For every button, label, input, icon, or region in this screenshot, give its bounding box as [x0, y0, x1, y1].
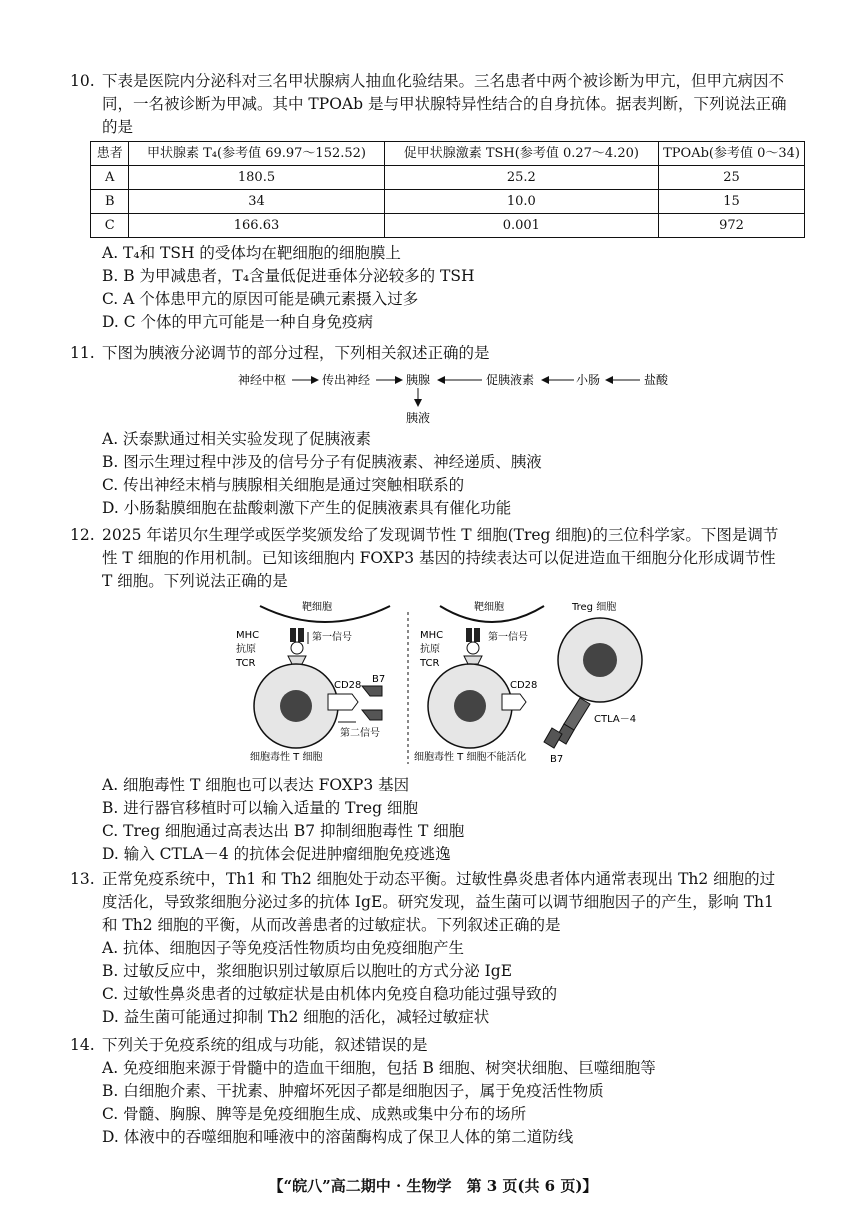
- label-cd28: CD28: [334, 680, 362, 691]
- option-b: B. B 为甲减患者，T₄含量低促进垂体分泌较多的 TSH: [102, 267, 475, 285]
- question-14: [70, 1034, 790, 1149]
- option-d: D. 体液中的吞噬细胞和唾液中的溶菌酶构成了保卫人体的第二道防线: [102, 1128, 574, 1146]
- label-antigen: 抗原: [420, 644, 440, 655]
- option-a: A. 抗体、细胞因子等免疫活性物质均由免疫细胞产生: [102, 939, 465, 957]
- mhc-molecule: [474, 628, 480, 642]
- stem-text: 下图为胰液分泌调节的部分过程，下列相关叙述正确的是: [102, 344, 490, 362]
- table-header: 甲状腺素 T₄(参考值 69.97～152.52): [129, 142, 384, 166]
- question-14-stem: [70, 1034, 790, 1057]
- label-signal-2: 第二信号: [340, 728, 380, 739]
- mhc-molecule: [290, 628, 296, 642]
- stem-text: 下表是医院内分泌科对三名甲状腺病人抽血化验结果。三名患者中两个被诊断为甲亢，但甲亢病因不同，一名被诊断为甲减。其中 TPOAb 是与甲状腺特异性结合的自身抗体。据表判断，下列说法正确的是: [102, 72, 787, 136]
- b7-molecule: [362, 686, 382, 696]
- mhc-molecule: [466, 628, 472, 642]
- antigen: [291, 642, 303, 654]
- table-cell: 25.2: [384, 166, 659, 190]
- table-row: [91, 166, 805, 190]
- right-panel: [414, 600, 642, 765]
- table-header: TPOAb(参考值 0～34): [659, 142, 805, 166]
- option-d: D. C 个体的甲亢可能是一种自身免疫病: [102, 313, 374, 331]
- page-footer: 【“皖八”高二期中 · 生物学 第 3 页(共 6 页)】: [268, 1177, 598, 1195]
- label-b7: B7: [550, 754, 564, 765]
- option-b: B. 白细胞介素、干扰素、肿瘤坏死因子都是细胞因子，属于免疫活性物质: [102, 1082, 604, 1100]
- node-secretin: 促胰液素: [486, 373, 535, 387]
- question-11: [70, 342, 790, 365]
- option-b: B. 进行器官移植时可以输入适量的 Treg 细胞: [102, 799, 418, 817]
- table-header-row: [91, 142, 805, 166]
- stem-text: 2025 年诺贝尔生理学或医学奖颁发给了发现调节性 T 细胞(Treg 细胞)的三位科学家。下图是调节性 T 细胞的作用机制。已知该细胞内 FOXP3 基因的持续表达可以促进造血干细胞分化形成调节性 T 细胞。下列说法正确的是: [102, 526, 779, 590]
- option-b: B. 图示生理过程中涉及的信号分子有促胰液素、神经递质、胰液: [102, 453, 542, 471]
- label-target-cell: 靶细胞: [474, 602, 504, 613]
- table-cell: 166.63: [129, 214, 384, 238]
- pancreatic-secretion-diagram: [230, 366, 669, 428]
- b7-molecule: [544, 728, 562, 748]
- table-header: 患者: [91, 142, 129, 166]
- node-small-intestine: 小肠: [576, 373, 601, 387]
- node-efferent-nerve: 传出神经: [322, 373, 371, 387]
- label-tcr: TCR: [236, 658, 256, 669]
- b7-molecule: [362, 710, 382, 720]
- label-cd28: CD28: [510, 680, 538, 691]
- left-panel: [235, 600, 390, 763]
- cell-nucleus: [280, 690, 312, 722]
- node-pancreatic-juice: 胰液: [406, 411, 431, 425]
- option-d: D. 输入 CTLA－4 的抗体会促进肿瘤细胞免疫逃逸: [102, 845, 451, 863]
- option-d: D. 小肠黏膜细胞在盐酸刺激下产生的促胰液素具有催化功能: [102, 499, 512, 517]
- table-cell: 180.5: [129, 166, 384, 190]
- table-cell: C: [91, 214, 129, 238]
- question-12: [70, 524, 790, 593]
- label-signal-1: 第一信号: [312, 632, 352, 643]
- treg-mechanism-figure: [230, 598, 650, 768]
- tcr-receptor: [288, 656, 306, 664]
- question-number: 11.: [70, 344, 95, 362]
- option-c: C. A 个体患甲亢的原因可能是碘元素摄入过多: [102, 290, 419, 308]
- question-10-stem: [70, 70, 790, 139]
- stem-text: 下列关于免疫系统的组成与功能，叙述错误的是: [102, 1036, 428, 1054]
- label-mhc: MHC: [420, 630, 444, 641]
- table-row: [91, 190, 805, 214]
- antigen: [467, 642, 479, 654]
- table-cell: 972: [659, 214, 805, 238]
- table-cell: 0.001: [384, 214, 659, 238]
- label-signal-1: 第一信号: [488, 632, 528, 643]
- label-treg-cell: Treg 细胞: [572, 602, 617, 613]
- cell-nucleus: [454, 690, 486, 722]
- node-nerve-center: 神经中枢: [238, 373, 287, 387]
- option-c: C. Treg 细胞通过高表达出 B7 抑制细胞毒性 T 细胞: [102, 822, 465, 840]
- question-13: [70, 868, 790, 1029]
- option-d: D. 益生菌可能通过抑制 Th2 细胞的活化，减轻过敏症状: [102, 1008, 490, 1026]
- option-a: A. 细胞毒性 T 细胞也可以表达 FOXP3 基因: [102, 776, 410, 794]
- question-10: [70, 70, 800, 334]
- cell-nucleus: [583, 643, 617, 677]
- table-cell: B: [91, 190, 129, 214]
- option-c: C. 骨髓、胸腺、脾等是免疫细胞生成、成熟或集中分布的场所: [102, 1105, 527, 1123]
- tcr-receptor: [464, 656, 482, 664]
- question-12-stem: [70, 524, 790, 593]
- label-mhc: MHC: [236, 630, 260, 641]
- label-b7: B7: [372, 674, 386, 685]
- question-number: 12.: [70, 526, 95, 544]
- question-number: 14.: [70, 1036, 95, 1054]
- question-12-options: [70, 774, 790, 866]
- node-hydrochloric-acid: 盐酸: [644, 373, 669, 387]
- table-cell: 25: [659, 166, 805, 190]
- table-cell: 15: [659, 190, 805, 214]
- label-ctla4: CTLA－4: [594, 714, 637, 725]
- node-pancreas: 胰腺: [406, 373, 431, 387]
- option-a: A. T₄和 TSH 的受体均在靶细胞的细胞膜上: [102, 244, 401, 262]
- lab-results-table: [90, 141, 805, 238]
- option-c: C. 过敏性鼻炎患者的过敏症状是由机体内免疫自稳功能过强导致的: [102, 985, 558, 1003]
- table-row: [91, 214, 805, 238]
- question-number: 13.: [70, 870, 95, 888]
- option-c: C. 传出神经末梢与胰腺相关细胞是通过突触相联系的: [102, 476, 465, 494]
- ctla4-molecule: [564, 698, 590, 730]
- cd28-receptor: [502, 694, 526, 710]
- option-a: A. 免疫细胞来源于骨髓中的造血干细胞，包括 B 细胞、树突状细胞、巨噬细胞等: [102, 1059, 656, 1077]
- table-cell: 10.0: [384, 190, 659, 214]
- label-antigen: 抗原: [236, 644, 256, 655]
- option-a: A. 沃泰默通过相关实验发现了促胰液素: [102, 430, 372, 448]
- caption-left: 细胞毒性 T 细胞: [250, 752, 323, 763]
- question-11-stem: [70, 342, 790, 365]
- option-b: B. 过敏反应中，浆细胞识别过敏原后以胞吐的方式分泌 IgE: [102, 962, 513, 980]
- caption-right: 细胞毒性 T 细胞不能活化: [414, 752, 527, 763]
- question-13-stem: [70, 868, 790, 937]
- table-header: 促甲状腺激素 TSH(参考值 0.27～4.20): [384, 142, 659, 166]
- question-11-options: [70, 428, 790, 520]
- table-cell: A: [91, 166, 129, 190]
- question-number: 10.: [70, 72, 95, 90]
- stem-text: 正常免疫系统中，Th1 和 Th2 细胞处于动态平衡。过敏性鼻炎患者体内通常表现出 Th2 细胞的过度活化，导致浆细胞分泌过多的抗体 IgE。研究发现，益生菌可以调节细胞因子的产生，影响 Th1 和 Th2 细胞的平衡，从而改善患者的过敏症状。下列叙述正确的是: [102, 870, 776, 934]
- label-tcr: TCR: [420, 658, 440, 669]
- mhc-molecule: [298, 628, 304, 642]
- table-cell: 34: [129, 190, 384, 214]
- label-target-cell: 靶细胞: [302, 602, 332, 613]
- cd28-receptor: [328, 694, 358, 710]
